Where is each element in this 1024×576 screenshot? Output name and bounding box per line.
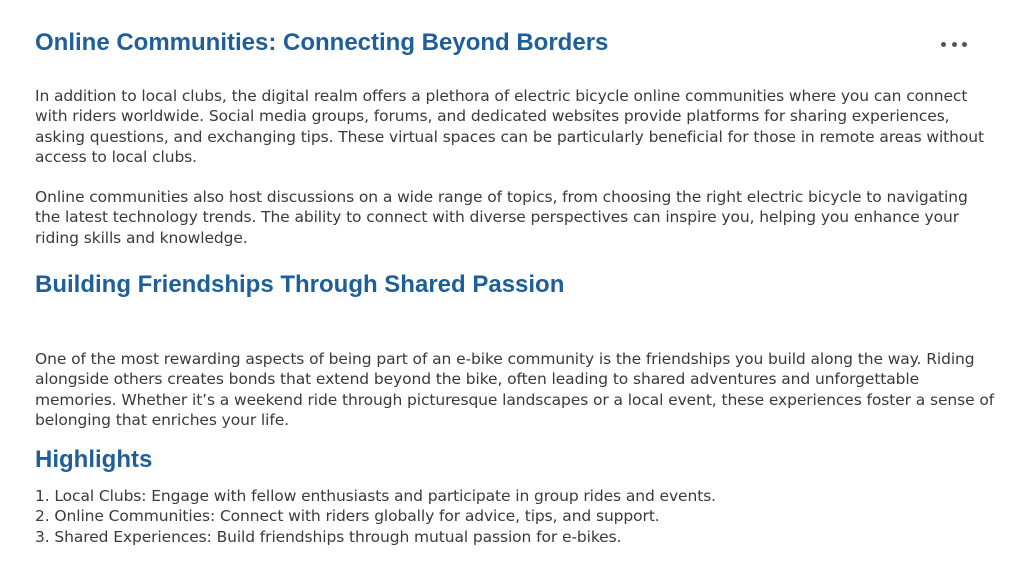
list-item: 1. Local Clubs: Engage with fellow enthusiasts and participate in group rides and events. [35,487,716,505]
more-icon-dot [952,42,957,47]
more-icon-dot [962,42,967,47]
paragraph-online-2: Online communities also host discussions on a wide range of topics, from choosing the right electric bicycle to navigating the latest technology trends. The ability to connect with diverse perspectives can inspire you, helping you enhance your riding skills and knowledge. [35,188,968,247]
highlights-list [35,486,995,547]
more-icon-dot [941,42,946,47]
paragraph-friendships: One of the most rewarding aspects of being part of an e-bike community is the friendships you build along the way. Riding alongside others creates bonds that extend beyond the bike, often leading to shared adventures and unforgettable memories. Whether it’s a weekend ride through picturesque landscapes or a local event, these experiences foster a sense of belonging that enriches your life. [35,350,995,429]
heading-online-communities: Online Communities: Connecting Beyond Borders [35,29,609,56]
heading-highlights: Highlights [35,446,153,473]
heading-building-friendships: Building Friendships Through Shared Passion [35,271,565,298]
document-page [35,0,995,576]
list-item: 3. Shared Experiences: Build friendships through mutual passion for e-bikes. [35,527,622,546]
paragraph-online-1: In addition to local clubs, the digital realm offers a plethora of electric bicycle online communities where you can connect with riders worldwide. Social media groups, forums, and dedicated websites provide platforms for sharing experiences, asking questions, and exchanging tips. These virtual spaces can be particularly beneficial for those in remote areas without access to local clubs. [35,87,984,166]
more-horizontal-icon[interactable] [941,37,967,51]
list-item: 2. Online Communities: Connect with riders globally for advice, tips, and support. [35,507,660,526]
